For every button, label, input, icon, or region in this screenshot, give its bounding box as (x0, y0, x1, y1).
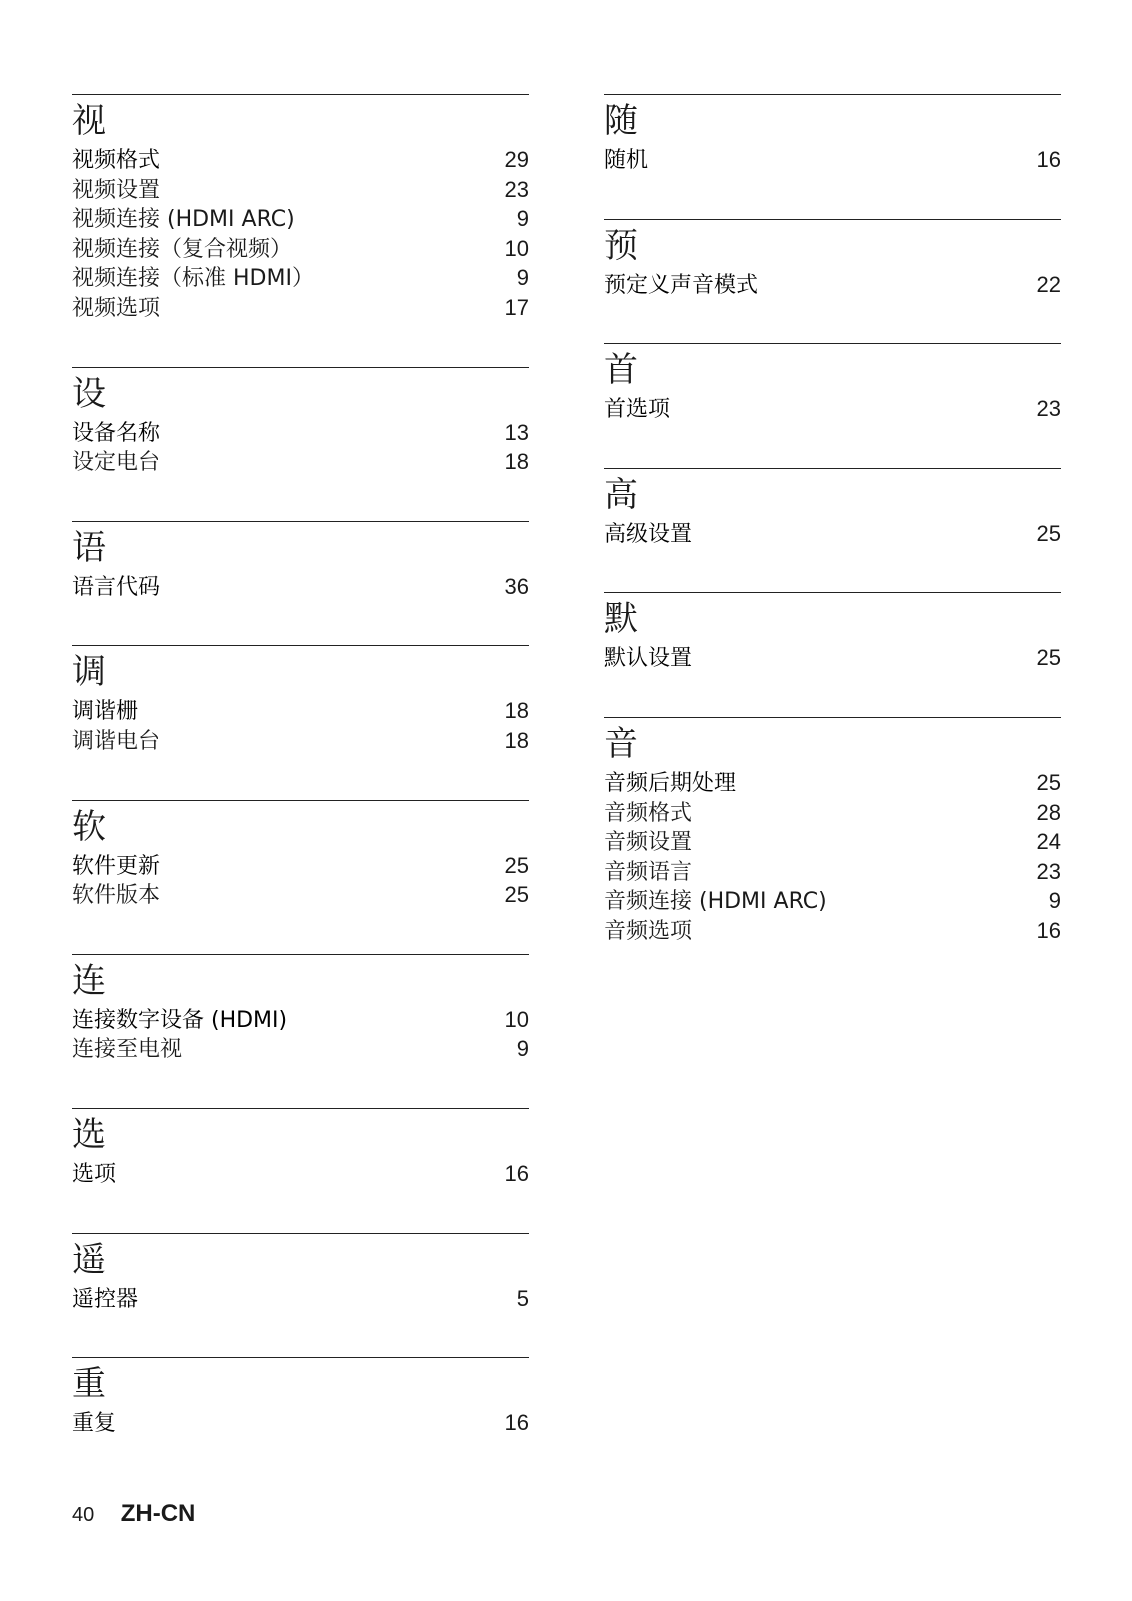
index-entry (72, 1005, 529, 1035)
section-heading: 设 (72, 373, 106, 414)
entry-page-number: 10 (504, 235, 529, 261)
index-entry (72, 1159, 529, 1189)
entry-page-number: 23 (1036, 858, 1061, 884)
entry-term: 调谐栅 (72, 699, 139, 725)
index-section (604, 592, 1061, 673)
index-entry (604, 145, 1061, 175)
index-section (72, 645, 529, 755)
entry-term: 软件版本 (72, 883, 161, 909)
entry-page-number: 25 (504, 882, 529, 908)
entry-page-number: 10 (504, 1006, 529, 1032)
section-heading: 重 (72, 1364, 106, 1405)
index-entry (604, 643, 1061, 673)
entry-term: 软件更新 (72, 853, 161, 879)
index-section (72, 1233, 529, 1314)
entry-page-number: 28 (1036, 799, 1061, 825)
entry-term: 遥控器 (72, 1286, 139, 1312)
entry-term: 语言代码 (72, 574, 161, 600)
entry-page-number: 23 (1036, 396, 1061, 422)
index-entry (604, 519, 1061, 549)
index-entry (604, 394, 1061, 424)
entry-term: 设定电台 (72, 450, 161, 476)
index-entry (72, 145, 529, 175)
section-heading: 软 (72, 806, 106, 847)
entry-page-number: 18 (504, 727, 529, 753)
entry-page-number: 29 (504, 147, 529, 172)
index-section (72, 521, 529, 602)
entry-term: 视频格式 (72, 148, 161, 173)
entry-term: 随机 (604, 148, 649, 173)
entry-term: 音频选项 (604, 918, 693, 944)
entry-term: 视频设置 (72, 177, 161, 203)
footer-page-number: 40 (72, 1504, 95, 1526)
index-entry (72, 204, 529, 234)
section-heading: 语 (72, 527, 106, 568)
entry-page-number: 16 (504, 1410, 529, 1436)
index-entry (604, 270, 1061, 300)
entry-page-number: 13 (504, 419, 529, 445)
section-heading: 遥 (72, 1239, 106, 1280)
entry-term: 视频连接（标准 HDMI） (72, 266, 314, 292)
entry-term: 选项 (72, 1161, 117, 1187)
index-section (604, 343, 1061, 424)
index-section (72, 367, 529, 477)
index-entry (72, 1284, 529, 1314)
section-heading: 音 (604, 723, 638, 764)
index-entry (72, 696, 529, 726)
index-entry (604, 916, 1061, 946)
entry-page-number: 9 (1048, 888, 1061, 914)
section-heading: 预 (604, 225, 638, 266)
entry-page-number: 9 (516, 206, 529, 232)
section-heading: 视 (72, 101, 106, 141)
index-entry (604, 886, 1061, 916)
index-entry (72, 1408, 529, 1438)
section-heading: 选 (72, 1114, 106, 1155)
section-heading: 高 (604, 474, 638, 515)
index-column-right (604, 94, 1061, 990)
entry-term: 预定义声音模式 (604, 272, 759, 298)
entry-term: 音频格式 (604, 800, 693, 826)
entry-page-number: 9 (516, 265, 529, 291)
entry-term: 连接数字设备 (HDMI) (72, 1007, 288, 1033)
entry-page-number: 25 (1036, 645, 1061, 671)
entry-page-number: 22 (1036, 271, 1061, 297)
entry-page-number: 25 (1036, 520, 1061, 546)
index-entry (72, 1034, 529, 1064)
entry-page-number: 5 (516, 1285, 529, 1311)
index-entry (72, 234, 529, 264)
index-entry (72, 418, 529, 448)
entry-term: 音频连接 (HDMI ARC) (604, 889, 827, 915)
index-entry (604, 827, 1061, 857)
index-entry (72, 447, 529, 477)
entry-page-number: 18 (504, 698, 529, 724)
entry-term: 高级设置 (604, 521, 693, 547)
section-heading: 连 (72, 960, 106, 1001)
index-section (72, 954, 529, 1064)
section-heading: 随 (604, 101, 638, 141)
entry-page-number: 18 (504, 449, 529, 475)
index-entry (604, 768, 1061, 798)
entry-term: 音频后期处理 (604, 770, 737, 796)
index-section (72, 1108, 529, 1189)
index-entry (72, 726, 529, 756)
index-section (604, 94, 1061, 175)
section-heading: 默 (604, 599, 638, 640)
entry-term: 音频语言 (604, 859, 693, 885)
entry-page-number: 25 (504, 852, 529, 878)
entry-term: 音频设置 (604, 830, 693, 856)
entry-page-number: 25 (1036, 769, 1061, 795)
index-section (72, 800, 529, 910)
entry-term: 视频选项 (72, 295, 161, 321)
entry-page-number: 17 (504, 294, 529, 320)
index-section (72, 94, 529, 323)
index-entry (72, 880, 529, 910)
entry-term: 默认设置 (604, 646, 693, 672)
index-entry (604, 798, 1061, 828)
footer-language-code: ZH-CN (120, 1500, 196, 1527)
entry-page-number: 16 (1036, 147, 1061, 172)
entry-page-number: 24 (1036, 829, 1061, 855)
entry-term: 重复 (72, 1411, 117, 1437)
page-footer (72, 1500, 195, 1528)
index-section (604, 468, 1061, 549)
entry-term: 设备名称 (72, 420, 161, 446)
index-entry (72, 263, 529, 293)
section-heading: 首 (604, 350, 638, 391)
index-column-left (72, 94, 529, 1482)
index-entry (72, 851, 529, 881)
index-section (604, 717, 1061, 946)
entry-term: 视频连接（复合视频） (72, 236, 293, 262)
entry-term: 视频连接 (HDMI ARC) (72, 207, 295, 233)
entry-term: 首选项 (604, 397, 671, 423)
entry-term: 连接至电视 (72, 1037, 183, 1063)
index-entry (72, 175, 529, 205)
section-heading: 调 (72, 652, 106, 693)
index-entry (72, 572, 529, 602)
entry-page-number: 36 (504, 573, 529, 599)
entry-page-number: 23 (504, 176, 529, 202)
index-section (604, 219, 1061, 300)
entry-page-number: 16 (504, 1160, 529, 1186)
index-section (72, 1357, 529, 1438)
entry-term: 调谐电台 (72, 728, 161, 754)
index-entry (604, 857, 1061, 887)
index-entry (72, 293, 529, 323)
entry-page-number: 16 (1036, 917, 1061, 943)
entry-page-number: 9 (516, 1036, 529, 1062)
